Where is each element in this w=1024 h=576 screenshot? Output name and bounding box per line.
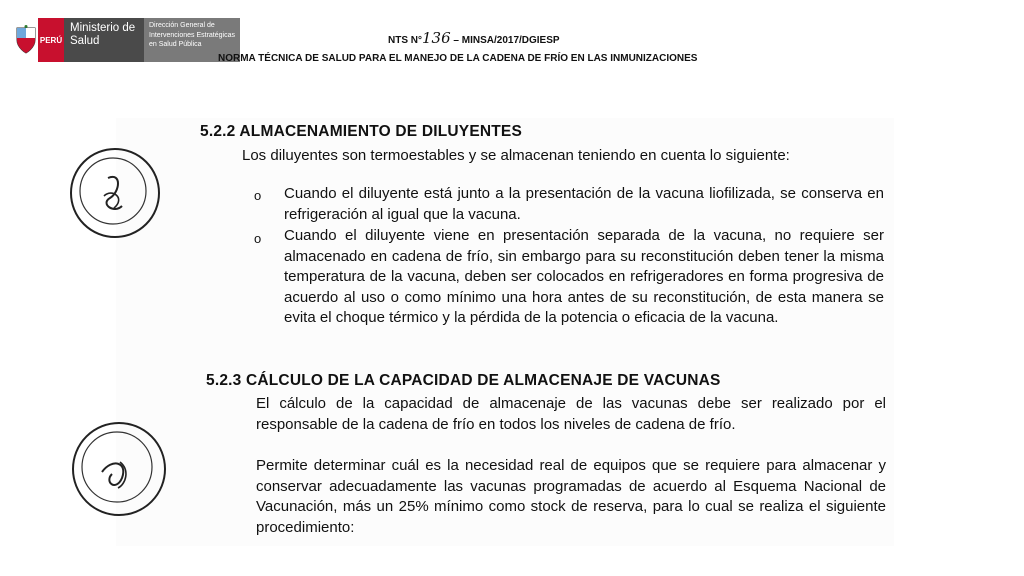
ministry-logo <box>14 18 240 62</box>
section-522-intro: Los diluyentes son termoestables y se almacenan teniendo en cuenta lo siguiente: <box>242 147 790 164</box>
nts-prefix: NTS N° <box>388 35 422 46</box>
section-523-para-1: El cálculo de la capacidad de almacenaje de las vacunas debe ser realizado por el responsable de la cadena de frío en todos los niveles de cadena de frío. <box>256 395 886 433</box>
nts-suffix: – MINSA/2017/DGIESP <box>450 35 560 46</box>
section-523-title: 5.2.3 CÁLCULO DE LA CAPACIDAD DE ALMACENAJE DE VACUNAS <box>206 372 721 389</box>
bullet-marker: o <box>254 231 262 246</box>
norma-title: NORMA TÉCNICA DE SALUD PARA EL MANEJO DE LA CADENA DE FRÍO EN LAS INMUNIZACIONES <box>218 53 698 64</box>
section-522-bullet-2: Cuando el diluyente viene en presentación separada de la vacuna, no requiere ser almacenado en cadena de frío, sin embargo para su reconstitución deben tener la misma temperatura de la vacuna, deben ser colocados en refrigeradores en forma progresiva de acuerdo al uso o como mínimo una hora antes de su reconstitución, de esta manera se evita el choque térmico y la pérdida de la potencia o eficacia de la vacuna. <box>284 227 884 326</box>
direccion-label: Dirección General de Intervenciones Estratégicas en Salud Pública <box>144 18 240 62</box>
coat-of-arms-icon <box>14 18 38 62</box>
peru-label: PERÚ <box>38 18 64 62</box>
bullet-marker: o <box>254 188 262 203</box>
scanned-page <box>116 118 894 546</box>
nts-code <box>388 29 560 47</box>
ministerio-label: Ministerio de Salud <box>64 18 144 62</box>
section-523-para-2: Permite determinar cuál es la necesidad real de equipos que se requiere para almacenar y conservar adecuadamente las vacunas programadas de acuerdo al Esquema Nacional de Vacunación, más un 25% mínimo como stock de reserva, para lo cual se realiza el siguiente procedimiento: <box>256 457 886 536</box>
section-522-bullet-1: Cuando el diluyente está junto a la presentación de la vacuna liofilizada, se conserva en refrigeración al igual que la vacuna. <box>284 185 884 223</box>
stamp-seal-bottom <box>72 422 166 516</box>
stamp-seal-top <box>70 148 160 238</box>
section-522-title: 5.2.2 ALMACENAMIENTO DE DILUYENTES <box>200 123 523 140</box>
nts-number: 136 <box>422 29 451 47</box>
